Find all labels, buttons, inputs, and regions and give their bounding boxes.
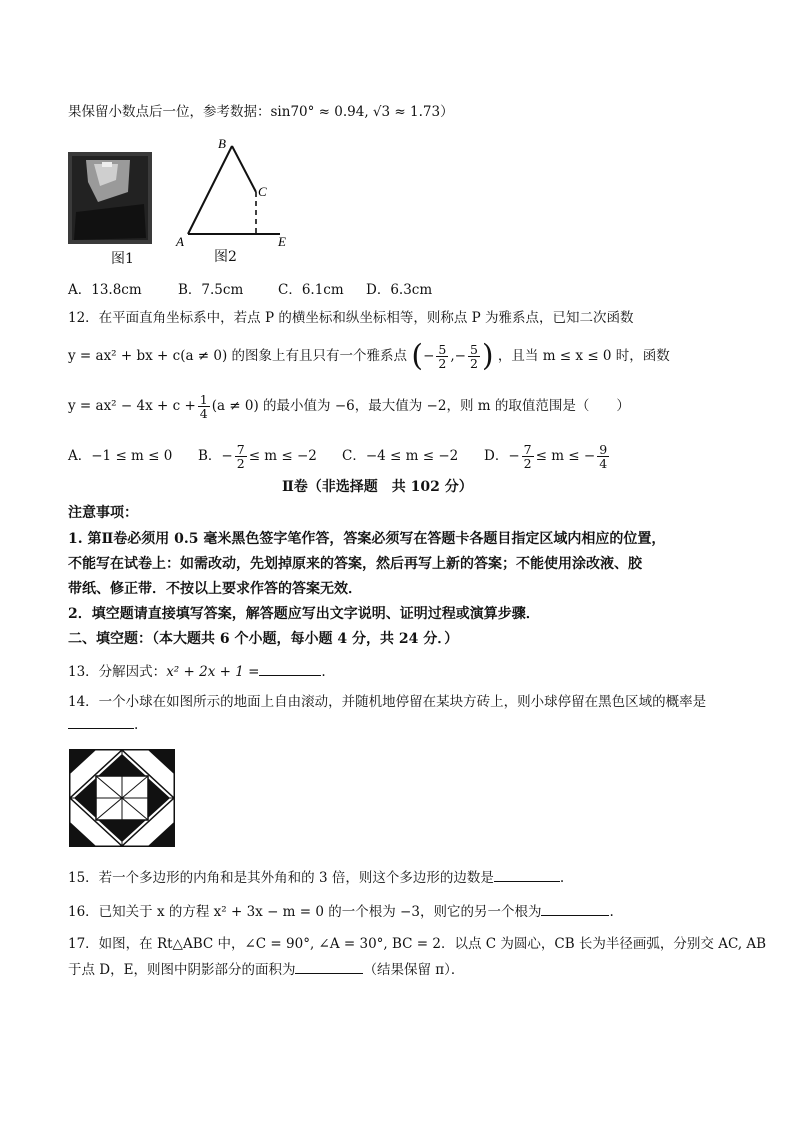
q16-end: . (609, 904, 614, 920)
q12-option-d-num-1: 7 (523, 441, 532, 457)
q12-line3-start: y = ax² − 4x + c + (68, 398, 196, 414)
q15-answer-blank[interactable] (494, 869, 560, 882)
tile-floor-figure (68, 748, 176, 848)
quarter-den: 4 (199, 406, 208, 421)
q12-option-d-fraction-2 (597, 443, 609, 470)
note-1-line-2: 不能写在试卷上：如需改动，先划掉原来的答案，然后再写上新的答案；不能使用涂改液、胶 (68, 556, 642, 572)
q12-option-d-num-2: 9 (599, 441, 608, 457)
tile-floor-svg (68, 748, 176, 848)
figure-1-photo (68, 152, 152, 244)
q12-option-d-mid: ≤ m ≤ − (535, 448, 596, 464)
q12-option-b-fraction (235, 443, 247, 470)
reference-data-line (68, 100, 454, 120)
point-x-den: 2 (438, 356, 447, 371)
label-e: E (278, 234, 286, 248)
label-a: A (176, 234, 184, 248)
figure-2-diagram (174, 136, 294, 248)
figure-2-svg (174, 136, 294, 248)
q12-line2-end: ，且当 m ≤ x ≤ 0 时，函数 (497, 348, 670, 364)
note-1-line-3: 带纸、修正带．不按以上要求作答的答案无效． (68, 581, 362, 597)
quarter-fraction (198, 393, 210, 420)
q13-text: 13．分解因式： (68, 664, 167, 680)
q12-option-d-den-1: 2 (523, 456, 532, 471)
point-x-num: 5 (438, 341, 447, 357)
point-y-num: 5 (469, 341, 478, 357)
q14-line-1: 14．一个小球在如图所示的地面上自由滚动，并随机地停留在某块方砖上，则小球停留在黑色区域的概率是 (68, 694, 707, 710)
note-2: 2．填空题请直接填写答案，解答题应写出文字说明、证明过程或演算步骤． (68, 606, 540, 622)
q13-answer-blank[interactable] (259, 663, 321, 676)
reference-data-close: ） (440, 104, 454, 120)
q17-line-2 (68, 958, 464, 978)
q17-line2-start: 于点 D，E，则图中阴影部分的面积为 (68, 962, 296, 978)
q12-option-c: C．−4 ≤ m ≤ −2 (342, 448, 459, 464)
q13-end: . (321, 664, 326, 680)
q11-option-a: A．13.8cm (68, 282, 142, 298)
q12-line2-start: y = ax² + bx + c(a ≠ 0) 的图象上有且只有一个雅系点 (68, 348, 408, 364)
note-1-line-1: 1. 第Ⅱ卷必须用 0.5 毫米黑色签字笔作答，答案必须写在答题卡各题目指定区域内相应的位置， (68, 531, 666, 547)
q14-line-2 (68, 716, 138, 733)
q13-formula: x² + 2x + 1 = (166, 664, 260, 680)
q17-answer-blank[interactable] (295, 961, 363, 974)
figure-1-photo-image (68, 152, 152, 244)
q14-end: . (134, 717, 139, 733)
q12-option-b (198, 438, 317, 474)
point-y-fraction (468, 343, 480, 370)
reference-data-text: 果保留小数点后一位，参考数据： (68, 104, 271, 120)
q17-line2-end: （结果保留 π）． (363, 962, 465, 978)
point-y-den: 2 (469, 356, 478, 371)
q16 (68, 900, 614, 920)
q15 (68, 866, 564, 886)
label-c: C (258, 184, 267, 199)
q17-line-1: 17．如图，在 Rt△ABC 中，∠C = 90°, ∠A = 30°, BC = 2．以点 C 为圆心，CB 长为半径画弧，分别交 AC, AB (68, 936, 767, 952)
point-x-fraction (436, 343, 448, 370)
q12-option-b-num: 7 (236, 441, 245, 457)
segment-ab (188, 146, 232, 234)
q15-text: 15．若一个多边形的内角和是其外角和的 3 倍，则这个多边形的边数是 (68, 870, 494, 886)
point-left-paren: ( (411, 338, 424, 374)
q12-option-d-prefix: D．− (484, 448, 520, 464)
point-right-paren: ) (481, 338, 494, 374)
q12-option-b-den: 2 (236, 456, 245, 471)
q11-option-b: B．7.5cm (178, 282, 244, 298)
section-2-title: Ⅱ卷（非选择题 共 102 分） (282, 479, 473, 495)
q12-option-d (484, 438, 611, 474)
q12-option-d-fraction-1 (522, 443, 534, 470)
q12-line3-end: (a ≠ 0) 的最小值为 −6，最大值为 −2，则 m 的取值范围是（ ） (211, 398, 630, 414)
segment-bc (232, 146, 256, 192)
label-b: B (218, 136, 226, 151)
quarter-num: 1 (199, 391, 208, 407)
q11-option-d: D．6.3cm (366, 282, 433, 298)
q12-line-3 (68, 388, 630, 424)
q12-option-b-prefix: B．− (198, 448, 233, 464)
reference-data-formula: sin70° ≈ 0.94, √3 ≈ 1.73 (270, 104, 441, 120)
q16-answer-blank[interactable] (541, 903, 609, 916)
part-2-title: 二、填空题：（本大题共 6 个小题，每小题 4 分，共 24 分．） (68, 631, 459, 647)
notes-title: 注意事项： (68, 505, 138, 521)
q11-option-c: C．6.1cm (278, 282, 344, 298)
q15-end: . (559, 870, 565, 886)
q12-option-a: A．−1 ≤ m ≤ 0 (68, 448, 173, 464)
q16-text: 16．已知关于 x 的方程 x² + 3x − m = 0 的一个根为 −3，则它的另一个根为 (68, 904, 542, 920)
q12-option-b-suffix: ≤ m ≤ −2 (248, 448, 317, 464)
q12-line-1: 12．在平面直角坐标系中，若点 P 的横坐标和纵坐标相等，则称点 P 为雅系点，已知二次函数 (68, 310, 634, 326)
q12-option-d-den-2: 4 (599, 456, 608, 471)
q14-answer-blank[interactable] (68, 716, 134, 729)
figure-1-caption: 图1 (111, 251, 134, 267)
q13 (68, 660, 326, 680)
figure-2-caption: 图2 (214, 249, 237, 265)
q12-line-2: y = ax² + bx + c(a ≠ 0) 的图象上有且只有一个雅系点 (− $\frac{5}{2}$ ,− $\frac{5}{2}$ ) ，且当 m ≤ x ≤ 0 时，函数 (68, 338, 670, 374)
